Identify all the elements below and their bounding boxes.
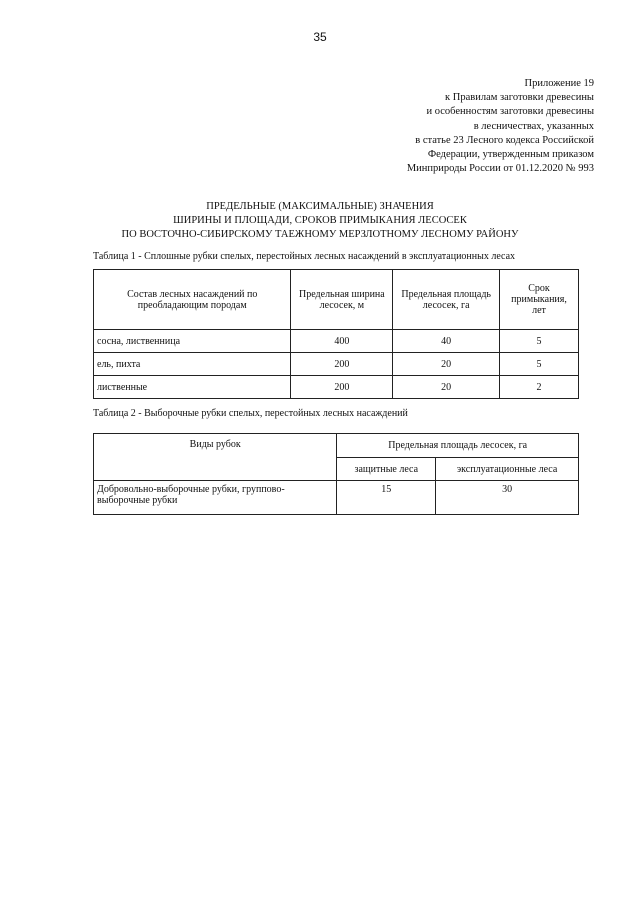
table1-caption: Таблица 1 - Сплошные рубки спелых, перестойных лесных насаждений в эксплуатационных лесах: [93, 251, 516, 262]
cell-term: 5: [500, 330, 579, 353]
cell-term: 5: [500, 353, 579, 376]
appendix-line: в статье 23 Лесного кодекса Российской: [415, 134, 594, 146]
subheader-protective-forests: защитные леса: [337, 458, 436, 481]
selective-cutting-table: [93, 433, 579, 515]
title-line: ПРЕДЕЛЬНЫЕ (МАКСИМАЛЬНЫЕ) ЗНАЧЕНИЯ: [206, 201, 434, 212]
subheader-exploitation-forests: эксплуатационные леса: [436, 458, 579, 481]
cell-area: 20: [393, 353, 500, 376]
cell-protective: 15: [337, 481, 436, 515]
table-header-row: [94, 434, 579, 458]
header-composition: Состав лесных насаждений по преобладающим породам: [94, 270, 291, 330]
title-line: ПО ВОСТОЧНО-СИБИРСКОМУ ТАЕЖНОМУ МЕРЗЛОТНОМУ ЛЕСНОМУ РАЙОНУ: [121, 229, 519, 240]
appendix-line: Федерации, утвержденным приказом: [427, 149, 594, 161]
table-row: [94, 353, 579, 376]
header-adjacency-term: Срок примыкания, лет: [500, 270, 579, 330]
cell-composition: ель, пихта: [94, 353, 291, 376]
header-max-width: Предельная ширина лесосек, м: [291, 270, 393, 330]
table-row: [94, 330, 579, 353]
page-number: 35: [313, 30, 327, 44]
cell-exploitation: 30: [436, 481, 579, 515]
table2-caption: Таблица 2 - Выборочные рубки спелых, перестойных лесных насаждений: [93, 408, 408, 419]
cell-width: 400: [291, 330, 393, 353]
appendix-line: Приложение 19: [524, 78, 594, 89]
clear-cutting-table: [93, 269, 579, 399]
cell-term: 2: [500, 376, 579, 399]
document-title: [0, 200, 640, 242]
cell-cutting-kind: Добровольно-выборочные рубки, группово-выборочные рубки: [94, 481, 337, 515]
cell-width: 200: [291, 353, 393, 376]
title-line: ШИРИНЫ И ПЛОЩАДИ, СРОКОВ ПРИМЫКАНИЯ ЛЕСОСЕК: [173, 215, 467, 226]
header-max-area: Предельная площадь лесосек, га: [337, 434, 579, 458]
cell-composition: сосна, лиственница: [94, 330, 291, 353]
table-header-row: [94, 270, 579, 330]
cell-width: 200: [291, 376, 393, 399]
appendix-line: к Правилам заготовки древесины: [445, 92, 594, 104]
cell-composition: лиственные: [94, 376, 291, 399]
cell-area: 40: [393, 330, 500, 353]
header-max-area: Предельная площадь лесосек, га: [393, 270, 500, 330]
appendix-note: [334, 77, 594, 176]
table-row: [94, 376, 579, 399]
cell-area: 20: [393, 376, 500, 399]
appendix-line: в лесничествах, указанных: [473, 120, 594, 132]
table-row: [94, 481, 579, 515]
appendix-line: и особенностям заготовки древесины: [426, 106, 594, 118]
header-cutting-kind: Виды рубок: [94, 434, 337, 481]
appendix-line: Минприроды России от 01.12.2020 № 993: [406, 163, 594, 175]
